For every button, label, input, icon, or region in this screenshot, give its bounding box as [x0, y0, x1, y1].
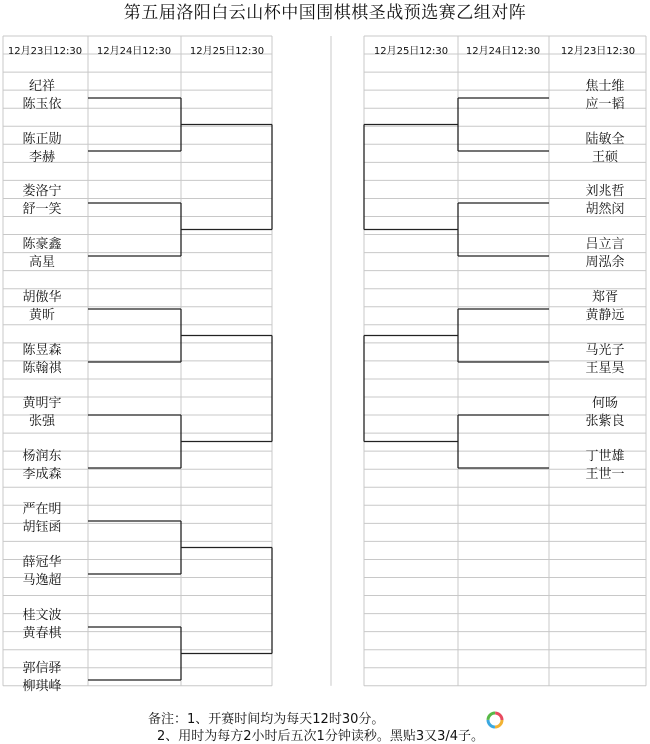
player-name: 王硕 — [591, 150, 619, 165]
date-header: 12月25日12:30 — [189, 46, 265, 57]
player-name: 应一韬 — [585, 97, 625, 112]
date-header: 12月24日12:30 — [465, 46, 541, 57]
player-name: 刘兆哲 — [585, 184, 625, 199]
player-name: 焦士维 — [585, 79, 625, 94]
player-name: 胡然闵 — [585, 202, 625, 217]
player-name: 黄春棋 — [22, 626, 62, 641]
player-name: 杨润东 — [22, 449, 62, 464]
player-name: 陈翰祺 — [22, 361, 62, 376]
date-header: 12月23日12:30 — [560, 46, 636, 57]
player-name: 纪祥 — [28, 79, 56, 94]
date-header: 12月23日12:30 — [7, 46, 83, 57]
player-name: 李成森 — [22, 467, 62, 482]
player-name: 薛冠华 — [22, 555, 62, 570]
player-name: 丁世雄 — [585, 449, 625, 464]
player-name: 黄昕 — [28, 308, 56, 323]
player-name: 舒一笑 — [22, 202, 62, 217]
bracket-left — [88, 98, 272, 680]
bracket-right — [364, 98, 549, 468]
player-name: 娄洛宁 — [22, 184, 62, 199]
player-name: 王星昊 — [585, 361, 625, 376]
player-name: 马光子 — [585, 343, 625, 358]
player-name: 陆敏全 — [585, 132, 625, 147]
player-name: 郭信驿 — [22, 661, 62, 676]
page-title: 第五届洛阳白云山杯中国围棋棋圣战预选赛乙组对阵 — [123, 3, 527, 23]
center-blank — [272, 36, 364, 686]
player-name: 何旸 — [591, 396, 619, 411]
player-name: 陈正勋 — [22, 132, 62, 147]
date-header: 12月24日12:30 — [96, 46, 172, 57]
player-name: 胡钰函 — [22, 520, 62, 535]
grid-lines — [3, 36, 646, 686]
player-name: 严在明 — [22, 502, 62, 517]
player-name: 郑胥 — [591, 290, 619, 305]
player-name: 陈玉依 — [22, 97, 62, 112]
player-name: 张强 — [28, 414, 56, 429]
player-name: 张紫良 — [585, 414, 625, 429]
player-name: 黄静远 — [585, 308, 625, 323]
player-name: 黄明宇 — [22, 396, 62, 411]
date-header: 12月25日12:30 — [373, 46, 449, 57]
watermark-logo-icon — [486, 711, 504, 729]
player-name: 陈豪鑫 — [22, 237, 62, 252]
player-name: 胡傲华 — [22, 290, 62, 305]
player-name: 吕立言 — [585, 237, 625, 252]
notes-line-2: 2、用时为每方2小时后五次1分钟读秒。黑贴3又3/4子。 — [157, 729, 485, 744]
player-name: 陈昱森 — [22, 343, 62, 358]
player-name: 马逸超 — [22, 573, 62, 588]
player-name: 李赫 — [28, 150, 56, 165]
player-name: 桂文波 — [22, 608, 62, 623]
player-name: 高星 — [28, 255, 56, 270]
player-name: 周泓余 — [585, 255, 625, 270]
player-name: 柳琪峰 — [22, 679, 62, 694]
player-name: 王世一 — [585, 467, 625, 482]
notes-line-1: 备注：1、开赛时间均为每天12时30分。 — [148, 712, 385, 727]
